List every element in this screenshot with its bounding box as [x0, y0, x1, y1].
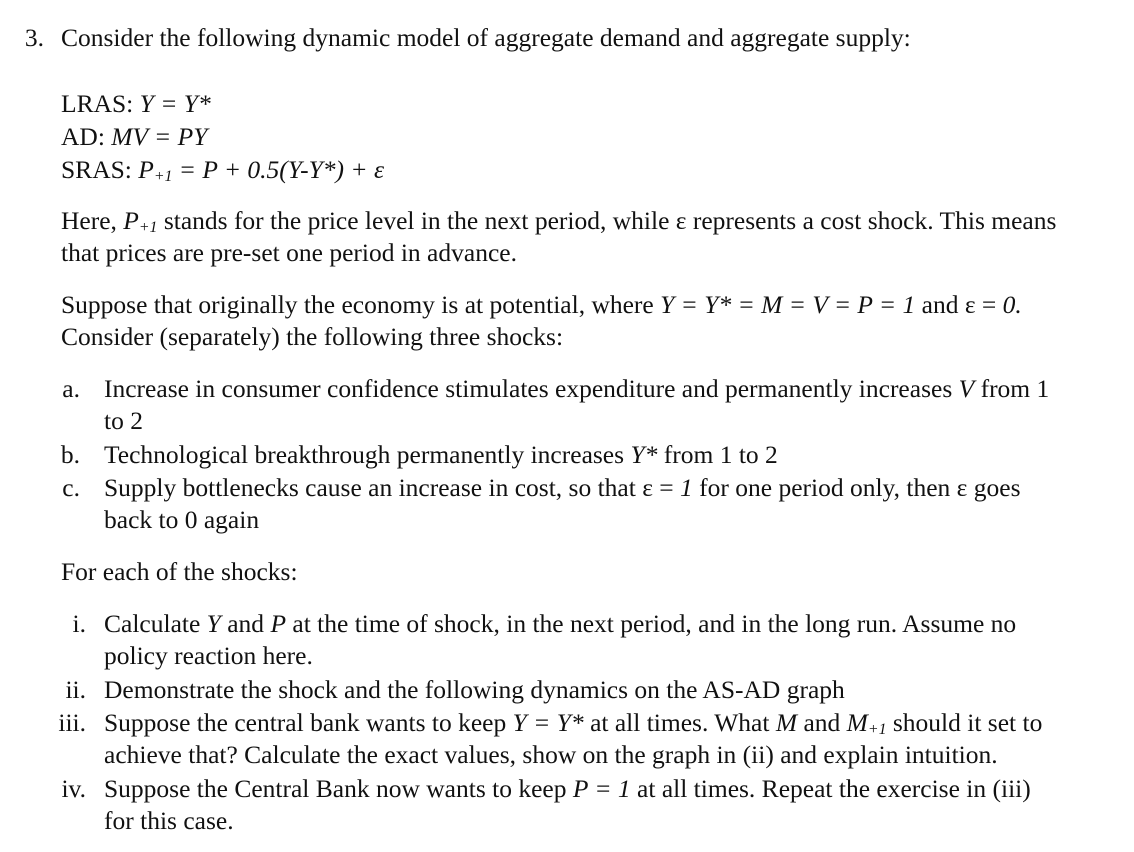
para2-math2: 0.	[1002, 290, 1022, 319]
equation-lras	[61, 88, 211, 120]
for-each-heading: For each of the shocks:	[61, 557, 298, 586]
task-i-var-y: Y	[206, 609, 221, 638]
task-i-text-c: at the time of shock, in the next period, and in the long run. Assume no	[286, 609, 1017, 638]
equation-sras	[61, 154, 384, 186]
equation-sras-label: SRAS:	[61, 155, 132, 184]
task-i-text-a: Calculate	[104, 609, 207, 638]
task-iii-line2: achieve that? Calculate the exact values, show on the graph in (ii) and explain intuition.	[104, 740, 998, 769]
task-iv-text-b: at all times. Repeat the exercise in (iii)	[630, 774, 1031, 803]
task-i-line1	[104, 608, 1016, 640]
task-i-line2: policy reaction here.	[104, 641, 313, 670]
task-iv-line1	[104, 773, 1031, 805]
para1-var	[123, 206, 157, 235]
task-iii-var-m-next	[847, 708, 887, 737]
equation-lras-label: LRAS:	[61, 89, 134, 118]
equation-sras-lhs	[138, 155, 172, 184]
task-ii-line1: Demonstrate the shock and the following dynamics on the AS-AD graph	[104, 675, 845, 704]
task-iii-var-m2-sub: +1	[867, 720, 887, 738]
equation-sras-rhs: = P + 0.5(Y-Y*) + ε	[172, 155, 384, 184]
para2-line1	[61, 289, 1022, 321]
shock-a-text: Increase in consumer confidence stimulates expenditure and permanently increases	[104, 374, 959, 403]
task-iii-text-c: and	[797, 708, 847, 737]
task-iii-text-b: at all times. What	[583, 708, 776, 737]
shock-c-line1	[104, 472, 1021, 504]
equation-sras-lhs-var: P	[138, 155, 154, 184]
task-iv-text-a: Suppose the Central Bank now wants to keep	[104, 774, 573, 803]
task-iii-text-a: Suppose the central bank wants to keep	[104, 708, 513, 737]
shock-c-marker: c.	[62, 473, 80, 502]
equation-ad-label: AD:	[61, 122, 105, 151]
task-iii-text-d: should it set to	[886, 708, 1043, 737]
shock-c-text: Supply bottlenecks cause an increase in cost, so that ε =	[104, 473, 681, 502]
para1-var-sub: +1	[138, 218, 158, 236]
shock-c-var: 1	[680, 473, 693, 502]
para2-text-b: and ε =	[915, 290, 1003, 319]
task-iv-marker: iv.	[61, 774, 86, 803]
shock-b-text: Technological breakthrough permanently increases	[104, 440, 631, 469]
para2-text-a: Suppose that originally the economy is at potential, where	[61, 290, 661, 319]
task-iii-math: Y = Y*	[512, 708, 584, 737]
shock-c-text-end: for one period only, then ε goes	[692, 473, 1021, 502]
task-i-marker: i.	[72, 609, 86, 638]
para1-var-p: P	[123, 206, 139, 235]
para2-math: Y = Y* = M = V = P = 1	[660, 290, 916, 319]
shock-b-text-end: from 1 to 2	[657, 440, 778, 469]
task-iii-var-m: M	[775, 708, 798, 737]
shock-a-var: V	[958, 374, 975, 403]
shock-a-line2: to 2	[104, 406, 143, 435]
task-ii-marker: ii.	[65, 675, 86, 704]
shock-b-var: Y*	[630, 440, 658, 469]
question-number: 3.	[24, 23, 44, 52]
equation-ad-formula: MV = PY	[111, 122, 208, 151]
task-iii-line1	[104, 707, 1042, 739]
equation-ad	[61, 121, 207, 153]
question-intro: Consider the following dynamic model of aggregate demand and aggregate supply:	[61, 23, 911, 52]
para1-text-a: Here,	[61, 206, 124, 235]
task-iv-line2: for this case.	[104, 806, 234, 835]
task-iii-marker: iii.	[58, 708, 86, 737]
task-i-var-p: P	[270, 609, 287, 638]
shock-a-line1	[104, 373, 1049, 405]
shock-a-marker: a.	[62, 374, 80, 403]
task-iii-var-m2: M	[846, 708, 868, 737]
para2-line2: Consider (separately) the following three shocks:	[61, 322, 564, 351]
task-i-text-b: and	[220, 609, 271, 638]
equation-lras-formula: Y = Y*	[139, 89, 211, 118]
shock-c-line2: back to 0 again	[104, 505, 260, 534]
shock-b-line1	[104, 439, 778, 471]
para1-text-b: stands for the price level in the next period, while ε represents a cost shock. This means	[157, 206, 1057, 235]
para1-line2: that prices are pre-set one period in advance.	[61, 238, 517, 267]
para1-line1	[61, 205, 1056, 237]
equation-sras-lhs-sub: +1	[153, 167, 173, 185]
shock-a-text-end: from 1	[974, 374, 1050, 403]
task-iv-math: P = 1	[572, 774, 631, 803]
shock-b-marker: b.	[60, 440, 80, 469]
